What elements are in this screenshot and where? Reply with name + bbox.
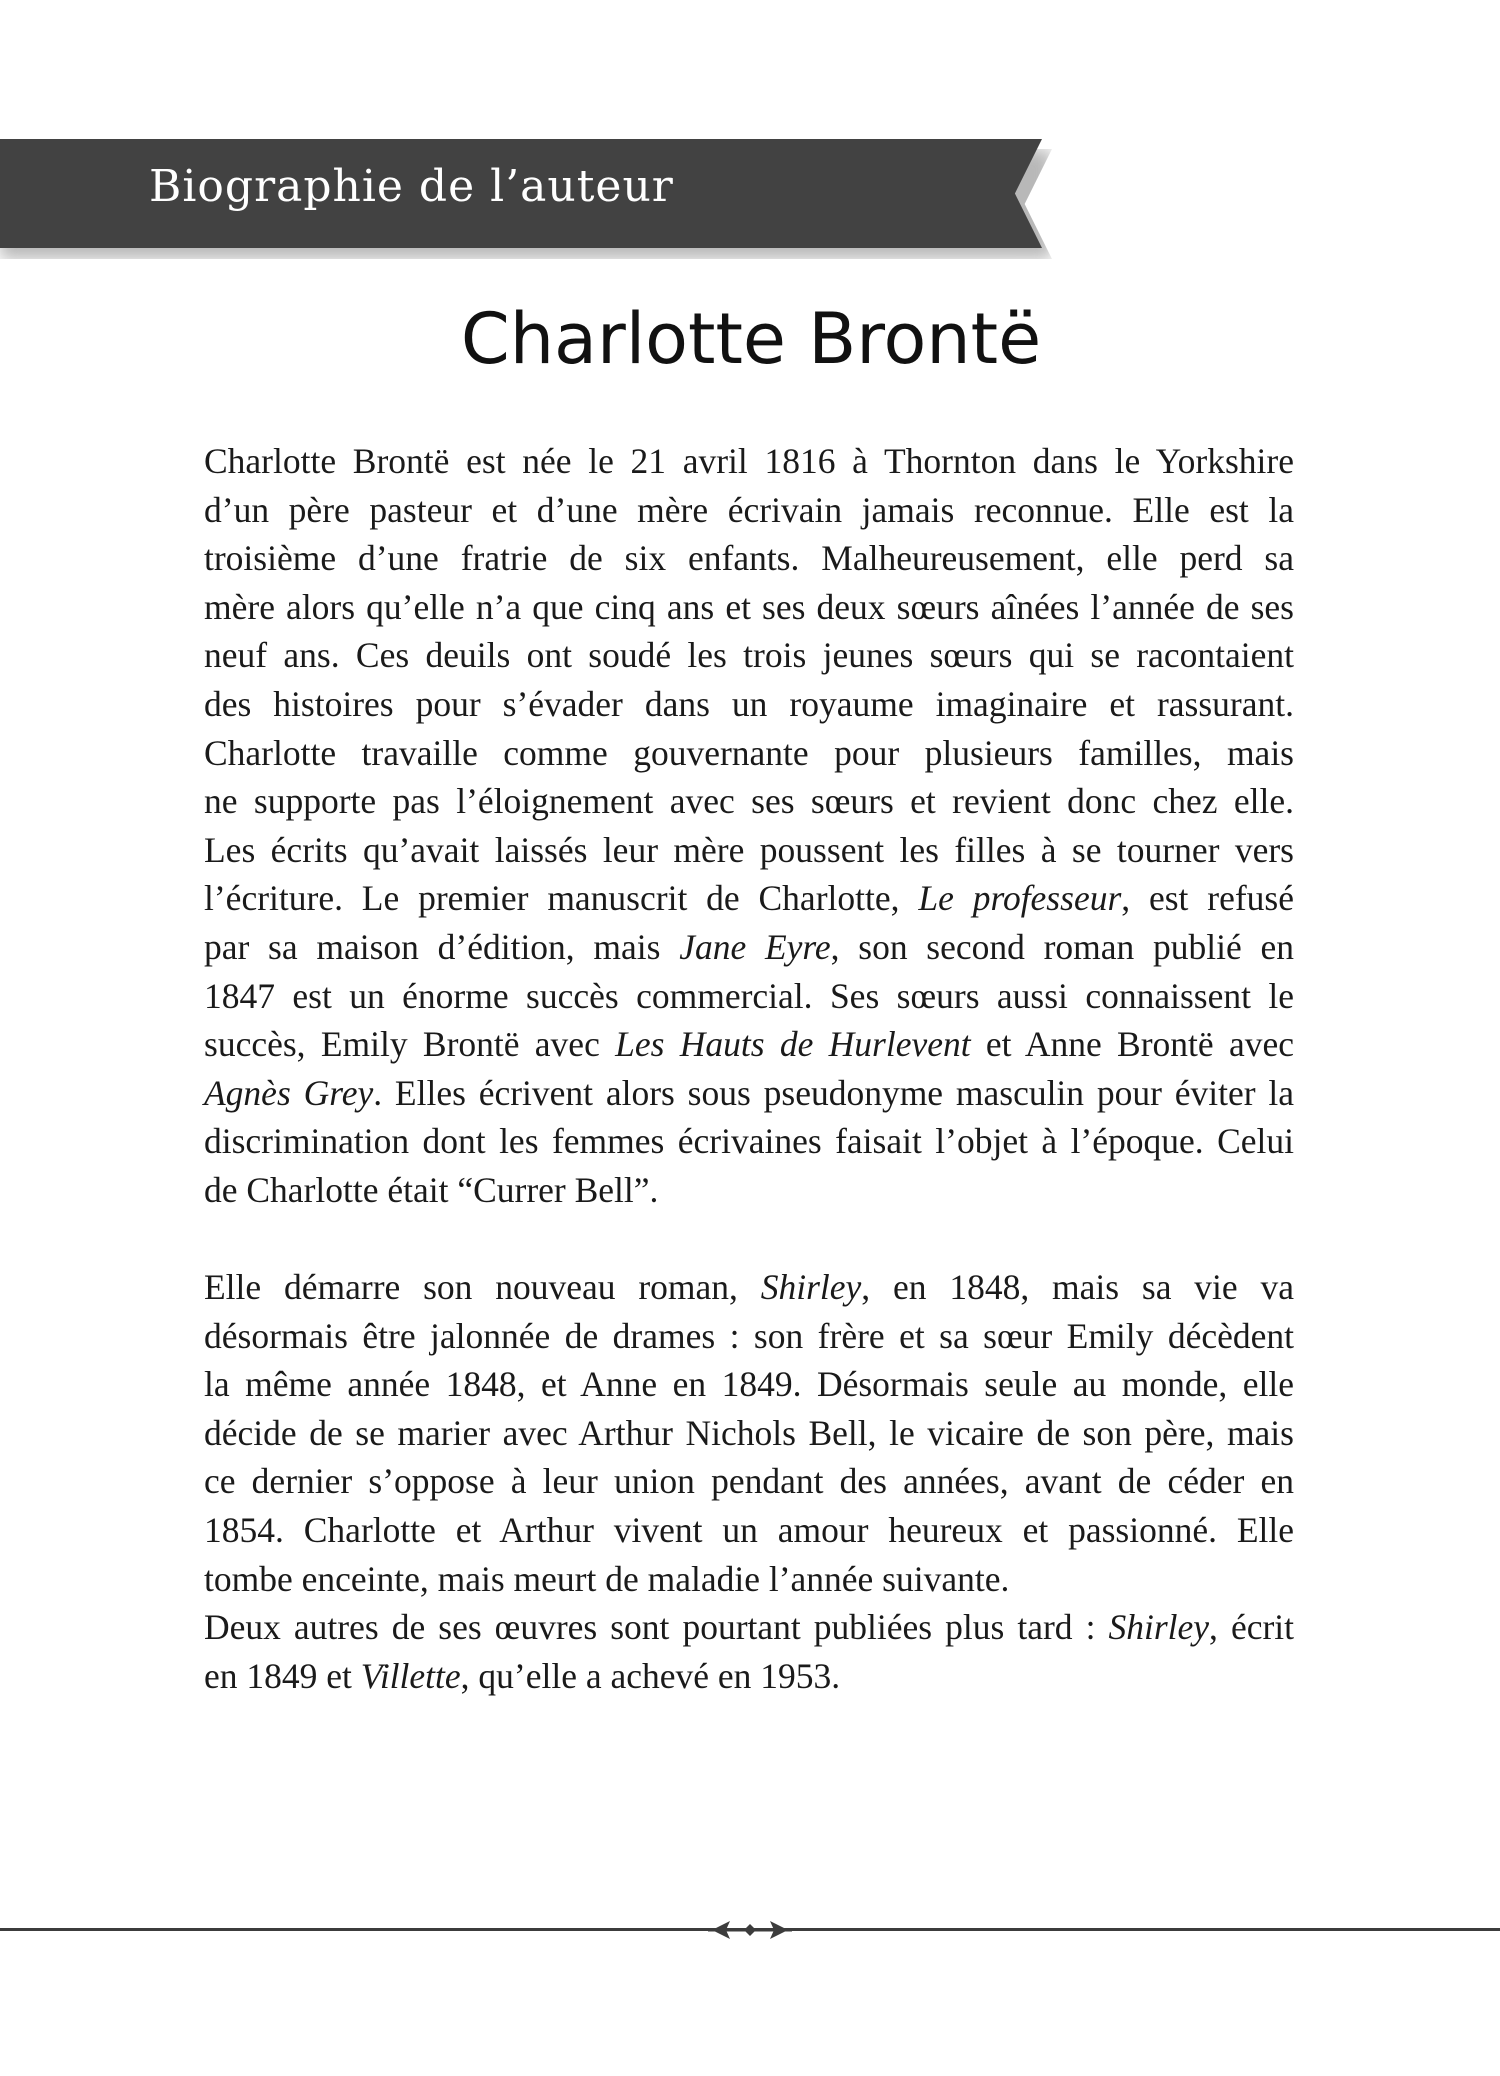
text-line — [204, 1020, 1294, 1069]
book-title: Agnès Grey — [204, 1072, 374, 1113]
text-run: troisième d’une fratrie de six enfants. Malheureusement, elle perd sa — [204, 538, 1294, 579]
text-line — [204, 972, 1294, 1021]
section-banner — [0, 139, 1060, 264]
text-line — [204, 534, 1294, 583]
text-line — [204, 1360, 1294, 1409]
text-run: mère alors qu’elle n’a que cinq ans et ses deux sœurs aînées l’année de ses — [204, 586, 1294, 627]
text-line — [204, 1652, 1294, 1701]
footer-ornament-icon — [708, 1917, 792, 1943]
text-line — [204, 1555, 1294, 1604]
text-run: d’un père pasteur et d’une mère écrivain jamais reconnue. Elle est la — [204, 489, 1294, 530]
text-line — [204, 583, 1294, 632]
text-run: des histoires pour s’évader dans un royaume imaginaire et rassurant. — [204, 683, 1294, 724]
text-line — [204, 777, 1294, 826]
text-line — [204, 1166, 1294, 1215]
text-run: Charlotte Brontë est née le 21 avril 1816 à Thornton dans le Yorkshire — [204, 441, 1294, 481]
text-run: 1854. Charlotte et Arthur vivent un amour heureux et passionné. Elle — [204, 1510, 1294, 1551]
text-run: discrimination dont les femmes écrivaines faisait l’objet à l’époque. Celui — [204, 1121, 1294, 1162]
text-run: de Charlotte était “Currer Bell”. — [204, 1169, 659, 1210]
text-run: Charlotte travaille comme gouvernante pour plusieurs familles, mais — [204, 732, 1294, 773]
text-run: , est refusé — [1121, 878, 1294, 919]
text-run: , en 1848, mais sa vie va — [861, 1267, 1294, 1308]
text-run: ce dernier s’oppose à leur union pendant des années, avant de céder en — [204, 1461, 1294, 1502]
text-run: en 1849 et — [204, 1655, 361, 1696]
text-line — [204, 729, 1294, 778]
text-run: décide de se marier avec Arthur Nichols Bell, le vicaire de son père, mais — [204, 1412, 1294, 1453]
text-run: , écrit — [1209, 1607, 1294, 1648]
text-run: ne supporte pas l’éloignement avec ses sœurs et revient donc chez elle. — [204, 781, 1294, 822]
text-line — [204, 1603, 1294, 1652]
book-title: Jane Eyre — [679, 926, 831, 967]
text-run: par sa maison d’édition, mais — [204, 926, 680, 967]
text-line — [204, 1263, 1294, 1312]
book-title: Shirley — [1108, 1607, 1210, 1648]
text-run: neuf ans. Ces deuils ont soudé les trois jeunes sœurs qui se racontaient — [204, 635, 1294, 676]
text-run: et Anne Brontë avec — [970, 1024, 1294, 1065]
text-run: succès, Emily Brontë avec — [204, 1024, 616, 1065]
text-line — [204, 1312, 1294, 1361]
text-run: Les écrits qu’avait laissés leur mère poussent les filles à se tourner vers — [204, 829, 1294, 870]
text-line — [204, 826, 1294, 875]
text-line — [204, 923, 1294, 972]
text-line — [204, 486, 1294, 535]
text-run: tombe enceinte, mais meurt de maladie l’année suivante. — [204, 1558, 1010, 1599]
biography-text — [204, 437, 1294, 1700]
text-line — [204, 1117, 1294, 1166]
paragraph — [204, 437, 1294, 1215]
paragraph — [204, 1263, 1294, 1603]
text-run: Deux autres de ses œuvres sont pourtant publiées plus tard : — [204, 1607, 1109, 1648]
text-run: la même année 1848, et Anne en 1849. Désormais seule au monde, elle — [204, 1364, 1294, 1405]
text-run: , qu’elle a achevé en 1953. — [460, 1655, 841, 1696]
text-line — [204, 631, 1294, 680]
text-line — [204, 437, 1294, 486]
text-line — [204, 874, 1294, 923]
text-line — [204, 1457, 1294, 1506]
text-run: l’écriture. Le premier manuscrit de Charlotte, — [204, 878, 919, 919]
book-title: Le professeur — [918, 878, 1122, 919]
text-line — [204, 1506, 1294, 1555]
paragraph — [204, 1603, 1294, 1700]
text-run: , son second roman publié en — [830, 926, 1295, 967]
page-title: Charlotte Brontë — [460, 298, 1042, 380]
book-title: Shirley — [760, 1267, 862, 1308]
text-run: . Elles écrivent alors sous pseudonyme masculin pour éviter la — [373, 1072, 1294, 1113]
text-run: désormais être jalonnée de drames : son frère et sa sœur Emily décèdent — [204, 1315, 1294, 1356]
text-run: 1847 est un énorme succès commercial. Ses sœurs aussi connaissent le — [204, 975, 1294, 1016]
text-run: Elle démarre son nouveau roman, — [204, 1267, 761, 1308]
text-line — [204, 1069, 1294, 1118]
banner-title: Biographie de l’auteur — [149, 161, 674, 212]
text-line — [204, 680, 1294, 729]
book-title: Les Hauts de Hurlevent — [615, 1024, 971, 1065]
text-line — [204, 1409, 1294, 1458]
book-title: Villette — [360, 1655, 461, 1696]
